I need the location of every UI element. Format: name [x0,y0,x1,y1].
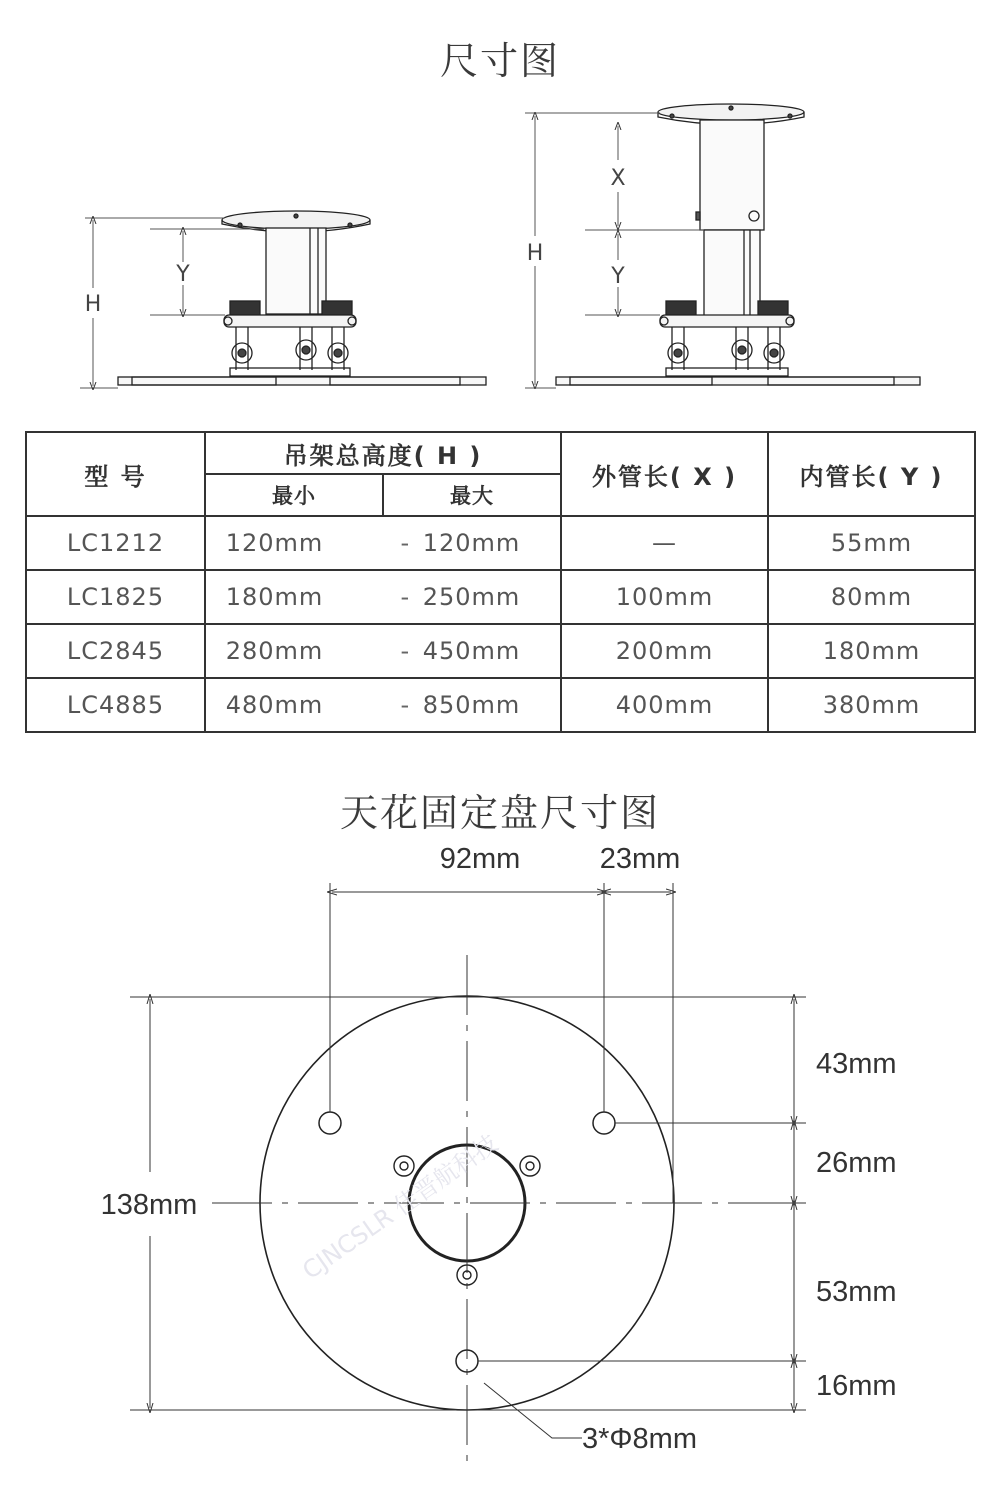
table-row [26,624,975,678]
ceiling-plate-title: 天花固定盘尺寸图 [339,791,660,835]
cell-model: LC1825 [26,570,205,624]
cell-outer: 200mm [561,624,768,678]
cell-model: LC2845 [26,624,205,678]
cell-min: 180mm - [205,570,383,624]
mount-dimension-drawings [0,0,1000,420]
dimension-diagram-title: 尺寸图 [439,39,560,83]
cell-inner: 180mm [768,624,975,678]
cell-max: 250mm [383,570,561,624]
dim-holes: 3*Φ8mm [582,1423,697,1455]
short-mount-drawing [80,211,486,388]
mount-hole [593,1112,615,1134]
header-model: 型 号 [26,432,205,516]
cell-inner: 380mm [768,678,975,732]
dim-43: 43mm [816,1048,897,1080]
dim-53: 53mm [816,1276,897,1308]
header-inner-tube: 内管长( Y ) [768,432,975,516]
dim-16: 16mm [816,1370,897,1402]
label-Y-left: Y [176,262,190,287]
cell-model: LC1212 [26,516,205,570]
mount-hole [319,1112,341,1134]
cell-outer: — [561,516,768,570]
label-H-right: H [526,241,544,266]
table-row [26,678,975,732]
cell-max: 850mm [383,678,561,732]
long-mount-drawing [525,104,920,388]
label-H-left: H [84,292,102,317]
label-Y-right: Y [611,264,625,289]
table-row [26,516,975,570]
cell-inner: 80mm [768,570,975,624]
cell-min: 280mm - [205,624,383,678]
table-row [26,570,975,624]
spec-table [25,431,976,733]
cell-min: 120mm - [205,516,383,570]
cell-max: 120mm [383,516,561,570]
header-max: 最大 [383,474,561,516]
cell-model: LC4885 [26,678,205,732]
cell-max: 450mm [383,624,561,678]
dim-138: 138mm [100,1189,198,1221]
header-outer-tube: 外管长( X ) [561,432,768,516]
label-X-right: X [610,166,626,191]
cell-outer: 100mm [561,570,768,624]
cell-inner: 55mm [768,516,975,570]
dim-92: 92mm [439,843,521,875]
dim-26: 26mm [816,1147,897,1179]
ceiling-plate-drawing [0,820,1000,1500]
header-min: 最小 [205,474,383,516]
dim-23: 23mm [599,843,681,875]
cell-min: 480mm - [205,678,383,732]
header-total-height: 吊架总高度( H ) [205,432,561,474]
watermark: CJNCSLR 佳晋航科技 [297,1129,504,1285]
cell-outer: 400mm [561,678,768,732]
